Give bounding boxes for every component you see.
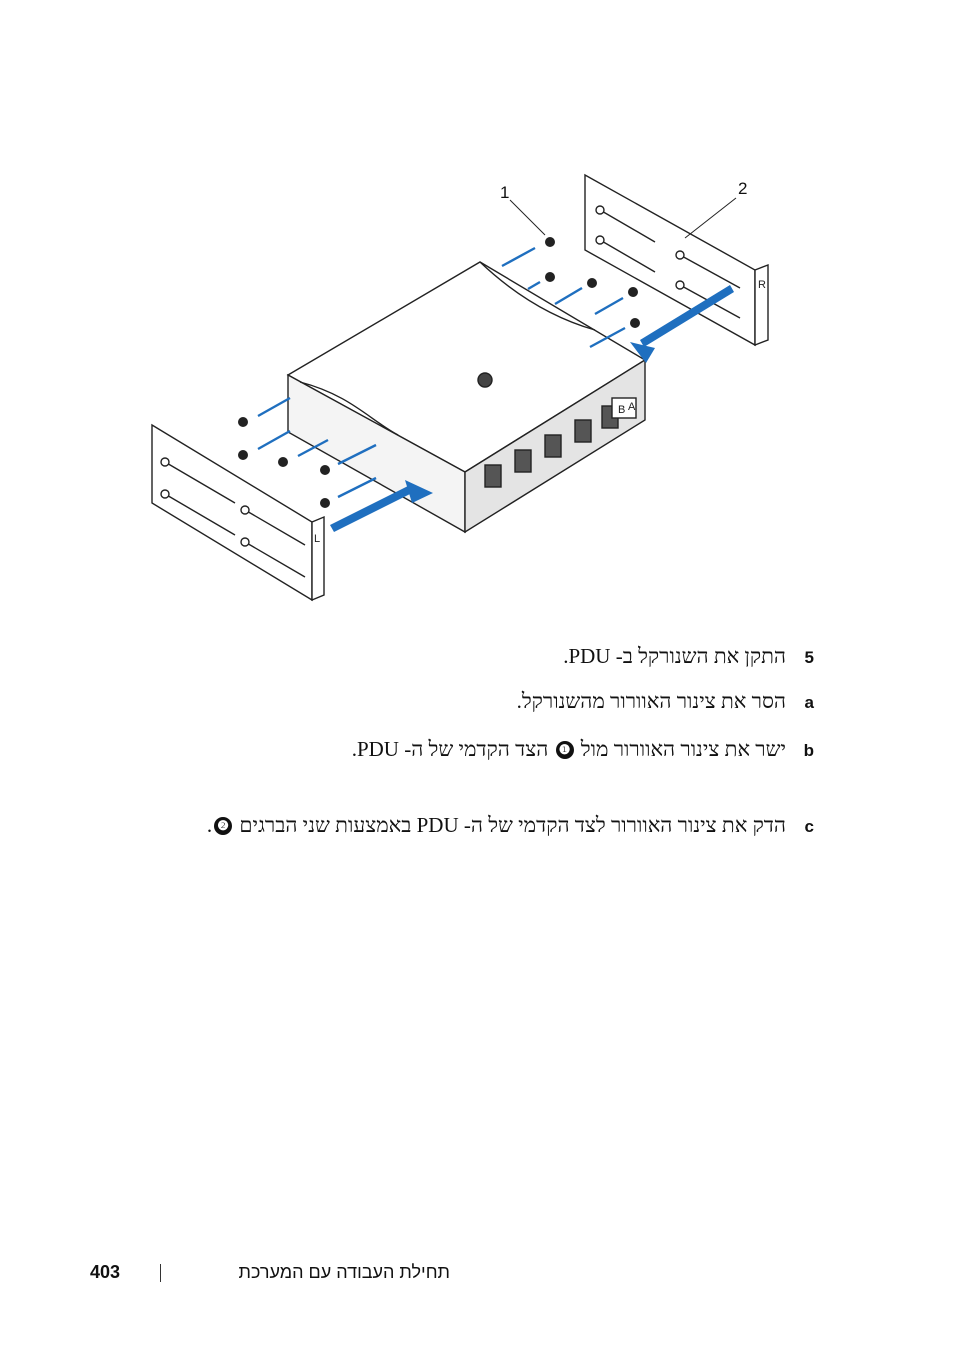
step-b xyxy=(352,736,814,764)
pdu-chassis xyxy=(288,262,645,532)
snorkel-install-figure xyxy=(140,170,790,620)
step-c xyxy=(207,812,814,840)
left-rail-letter: L xyxy=(314,533,321,545)
step-a-marker: a xyxy=(804,693,814,712)
big-arrow-left xyxy=(330,485,414,532)
footer-divider xyxy=(160,1264,161,1282)
chapter-title: תחילת העבודה עם המערכת xyxy=(238,1262,450,1282)
step-5-marker: 5 xyxy=(804,648,814,667)
step-c-text-before: הדק את צינור האוורור לצד הקדמי של ה- PDU באמצעות שני הברגים xyxy=(239,813,786,837)
port-b-label: B xyxy=(618,404,626,416)
callout-1: 1 xyxy=(500,183,510,202)
step-a xyxy=(517,688,814,716)
step-a-text: הסר את צינור האוורור מהשנורקל. xyxy=(516,689,786,713)
right-rail-letter: R xyxy=(758,279,766,291)
step-c-marker: c xyxy=(804,817,814,836)
callout-2: 2 xyxy=(738,179,748,198)
left-rail xyxy=(152,425,324,600)
step-b-text-before: ישר את צינור האוורור מול xyxy=(580,737,786,761)
page-number: 403 xyxy=(90,1262,121,1282)
callout-circle-1: ❶ xyxy=(556,741,574,759)
port-a-label: A xyxy=(628,401,636,413)
callout-circle-2: ❷ xyxy=(214,817,232,835)
step-5 xyxy=(563,643,814,671)
step-c-text-after: . xyxy=(206,813,213,837)
page-footer xyxy=(90,1262,470,1286)
step-b-text-after: הצד הקדמי של ה- PDU. xyxy=(351,737,549,761)
step-5-text: התקן את השנורקל ב- PDU. xyxy=(563,644,786,668)
step-b-marker: b xyxy=(803,741,814,760)
